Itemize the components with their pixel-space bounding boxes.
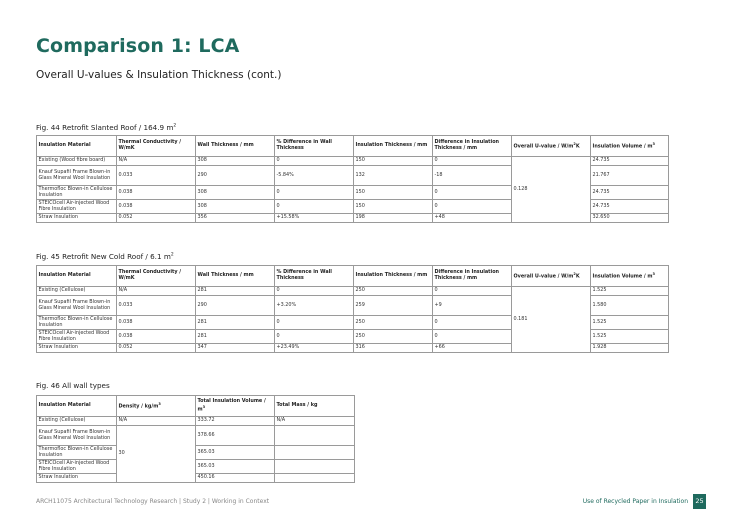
cell-ins: 259	[354, 296, 433, 316]
header-pct-diff: % Difference in Wall Thickness	[275, 266, 354, 287]
cell-conductivity: N/A	[117, 287, 196, 296]
cell-ins: 250	[354, 287, 433, 296]
cell-material: Existing (Cellulose)	[37, 287, 117, 296]
cell-volume: 1.525	[591, 330, 669, 344]
cell-diff: +9	[433, 296, 512, 316]
table-row	[37, 474, 355, 483]
cell-material: Knauf Supafil Frame Blown-in Glass Mineral Wool Insulation	[37, 166, 117, 186]
cell-volume: 450.16	[196, 474, 275, 483]
cell-ins: 250	[354, 316, 433, 330]
header-material: Insulation Material	[37, 266, 117, 287]
cell-mass: N/A	[275, 417, 355, 426]
header-uvalue-sup: 2	[573, 141, 576, 146]
header-total-volume-sup: 3	[202, 404, 206, 409]
cell-volume: 32.650	[591, 214, 669, 223]
cell-pct: 0	[275, 287, 354, 296]
table-row	[37, 426, 355, 446]
page-number: 25	[693, 494, 706, 509]
header-volume	[591, 266, 669, 287]
cell-pct: -5.84%	[275, 166, 354, 186]
header-density-text: Density / kg/m	[118, 403, 159, 410]
cell-material: STEICOcell Air-injected Wood Fibre Insulation	[37, 460, 117, 474]
cell-material: Thermofloc Blown-in Cellulose Insulation	[37, 186, 117, 200]
header-uvalue	[512, 136, 591, 157]
cell-conductivity: 0.038	[117, 316, 196, 330]
cell-material: Straw Insulation	[37, 344, 117, 353]
cell-pct: 0	[275, 157, 354, 166]
cell-ins: 150	[354, 200, 433, 214]
cell-conductivity: 0.038	[117, 330, 196, 344]
table-row	[37, 157, 669, 166]
header-ins-thickness: Insulation Thickness / mm	[354, 136, 433, 157]
header-ins-thickness: Insulation Thickness / mm	[354, 266, 433, 287]
cell-pct: +23.49%	[275, 344, 354, 353]
table-header-row	[37, 266, 669, 287]
cell-pct: 0	[275, 316, 354, 330]
header-material: Insulation Material	[37, 396, 117, 417]
header-pct-diff: % Difference in Wall Thickness	[275, 136, 354, 157]
cell-volume: 378.66	[196, 426, 275, 446]
header-total-mass: Total Mass / kg	[275, 396, 355, 417]
cell-material: Knauf Supafil Frame Blown-in Glass Mineral Wool Insulation	[37, 426, 117, 446]
cell-diff: 0	[433, 330, 512, 344]
header-total-volume-text: Total Insulation Volume / m	[197, 398, 266, 413]
header-volume-sup: 3	[652, 141, 655, 146]
cell-wall: 290	[196, 296, 275, 316]
cell-wall: 308	[196, 157, 275, 166]
cell-conductivity: 0.052	[117, 344, 196, 353]
cell-pct: 0	[275, 330, 354, 344]
table-header-row	[37, 396, 355, 417]
header-wall-thickness: Wall Thickness / mm	[196, 266, 275, 287]
cell-ins: 198	[354, 214, 433, 223]
cell-wall: 281	[196, 287, 275, 296]
cell-volume: 365.03	[196, 460, 275, 474]
fig44-table	[36, 135, 669, 223]
cell-diff: 0	[433, 186, 512, 200]
cell-uvalue: 0.181	[512, 287, 591, 353]
fig45-caption-sup: 2	[170, 252, 174, 258]
cell-mass	[275, 426, 355, 446]
cell-volume: 1.525	[591, 287, 669, 296]
cell-material: Thermofloc Blown-in Cellulose Insulation	[37, 316, 117, 330]
header-diff-ins: Difference in Insulation Thickness / mm	[433, 136, 512, 157]
cell-material: Straw Insulation	[37, 214, 117, 223]
cell-volume: 365.03	[196, 446, 275, 460]
cell-wall: 308	[196, 186, 275, 200]
header-uvalue-text: Overall U-value / W/m	[513, 273, 574, 280]
fig44-caption	[36, 123, 176, 132]
cell-diff: +66	[433, 344, 512, 353]
fig45-caption-text: Fig. 45 Retrofit New Cold Roof / 6.1 m	[36, 252, 171, 261]
cell-wall: 281	[196, 316, 275, 330]
cell-uvalue: 0.128	[512, 157, 591, 223]
table-header-row	[37, 136, 669, 157]
header-total-volume	[196, 396, 275, 417]
cell-pct: 0	[275, 186, 354, 200]
header-uvalue-suffix: K	[575, 143, 580, 150]
cell-conductivity: 0.038	[117, 200, 196, 214]
cell-ins: 316	[354, 344, 433, 353]
page-subtitle: Overall U-values & Insulation Thickness (cont.)	[36, 69, 282, 81]
cell-diff: +48	[433, 214, 512, 223]
table-row	[37, 460, 355, 474]
header-diff-ins: Difference in Insulation Thickness / mm	[433, 266, 512, 287]
cell-volume: 24.735	[591, 200, 669, 214]
cell-volume: 333.72	[196, 417, 275, 426]
cell-material: Existing (Wood fibre board)	[37, 157, 117, 166]
header-uvalue	[512, 266, 591, 287]
header-density	[117, 396, 196, 417]
cell-volume: 24.735	[591, 157, 669, 166]
cell-material: Thermofloc Blown-in Cellulose Insulation	[37, 446, 117, 460]
cell-mass	[275, 446, 355, 460]
cell-material: Straw Insulation	[37, 474, 117, 483]
header-volume-sup: 3	[652, 271, 655, 276]
table-row	[37, 287, 669, 296]
cell-density: 30	[117, 426, 196, 483]
cell-pct: +15.58%	[275, 214, 354, 223]
header-volume-text: Insulation Volume / m	[592, 273, 653, 280]
fig44-caption-sup: 2	[173, 123, 177, 129]
cell-volume: 24.735	[591, 186, 669, 200]
cell-volume: 1.525	[591, 316, 669, 330]
header-density-sup: 3	[158, 401, 161, 406]
header-volume-text: Insulation Volume / m	[592, 143, 653, 150]
cell-diff: 0	[433, 157, 512, 166]
table-row	[37, 446, 355, 460]
fig44-caption-text: Fig. 44 Retrofit Slanted Roof / 164.9 m	[36, 123, 174, 132]
table-row	[37, 417, 355, 426]
header-volume	[591, 136, 669, 157]
fig45-table	[36, 265, 669, 353]
header-uvalue-suffix: K	[575, 273, 580, 280]
header-uvalue-sup: 2	[573, 271, 576, 276]
cell-wall: 356	[196, 214, 275, 223]
cell-wall: 347	[196, 344, 275, 353]
fig45-caption	[36, 252, 174, 261]
header-uvalue-text: Overall U-value / W/m	[513, 143, 574, 150]
cell-material: Knauf Supafil Frame Blown-in Glass Mineral Wool Insulation	[37, 296, 117, 316]
cell-material: STEICOcell Air-injected Wood Fibre Insulation	[37, 200, 117, 214]
cell-volume: 21.767	[591, 166, 669, 186]
cell-ins: 132	[354, 166, 433, 186]
header-conductivity: Thermal Conductivity / W/mK	[117, 266, 196, 287]
cell-volume: 1.928	[591, 344, 669, 353]
cell-conductivity: 0.052	[117, 214, 196, 223]
cell-ins: 150	[354, 157, 433, 166]
cell-material: Existing (Cellulose)	[37, 417, 117, 426]
fig46-table	[36, 395, 355, 483]
cell-wall: 308	[196, 200, 275, 214]
footer-document-title: Use of Recycled Paper in Insulation	[582, 498, 688, 505]
cell-ins: 250	[354, 330, 433, 344]
cell-density: N/A	[117, 417, 196, 426]
cell-wall: 290	[196, 166, 275, 186]
header-material: Insulation Material	[37, 136, 117, 157]
cell-pct: +3.20%	[275, 296, 354, 316]
cell-conductivity: 0.033	[117, 166, 196, 186]
fig46-caption: Fig. 46 All wall types	[36, 381, 110, 390]
cell-diff: 0	[433, 200, 512, 214]
page-title: Comparison 1: LCA	[36, 35, 240, 57]
cell-volume: 1.580	[591, 296, 669, 316]
cell-ins: 150	[354, 186, 433, 200]
header-wall-thickness: Wall Thickness / mm	[196, 136, 275, 157]
cell-mass	[275, 460, 355, 474]
cell-material: STEICOcell Air-injected Wood Fibre Insulation	[37, 330, 117, 344]
cell-pct: 0	[275, 200, 354, 214]
cell-mass	[275, 474, 355, 483]
cell-diff: 0	[433, 316, 512, 330]
footer-course-info: ARCH11075 Architectural Technology Research | Study 2 | Working in Context	[36, 498, 270, 505]
header-conductivity: Thermal Conductivity / W/mK	[117, 136, 196, 157]
cell-diff: 0	[433, 287, 512, 296]
cell-wall: 281	[196, 330, 275, 344]
cell-conductivity: 0.038	[117, 186, 196, 200]
cell-diff: -18	[433, 166, 512, 186]
cell-conductivity: N/A	[117, 157, 196, 166]
cell-conductivity: 0.033	[117, 296, 196, 316]
